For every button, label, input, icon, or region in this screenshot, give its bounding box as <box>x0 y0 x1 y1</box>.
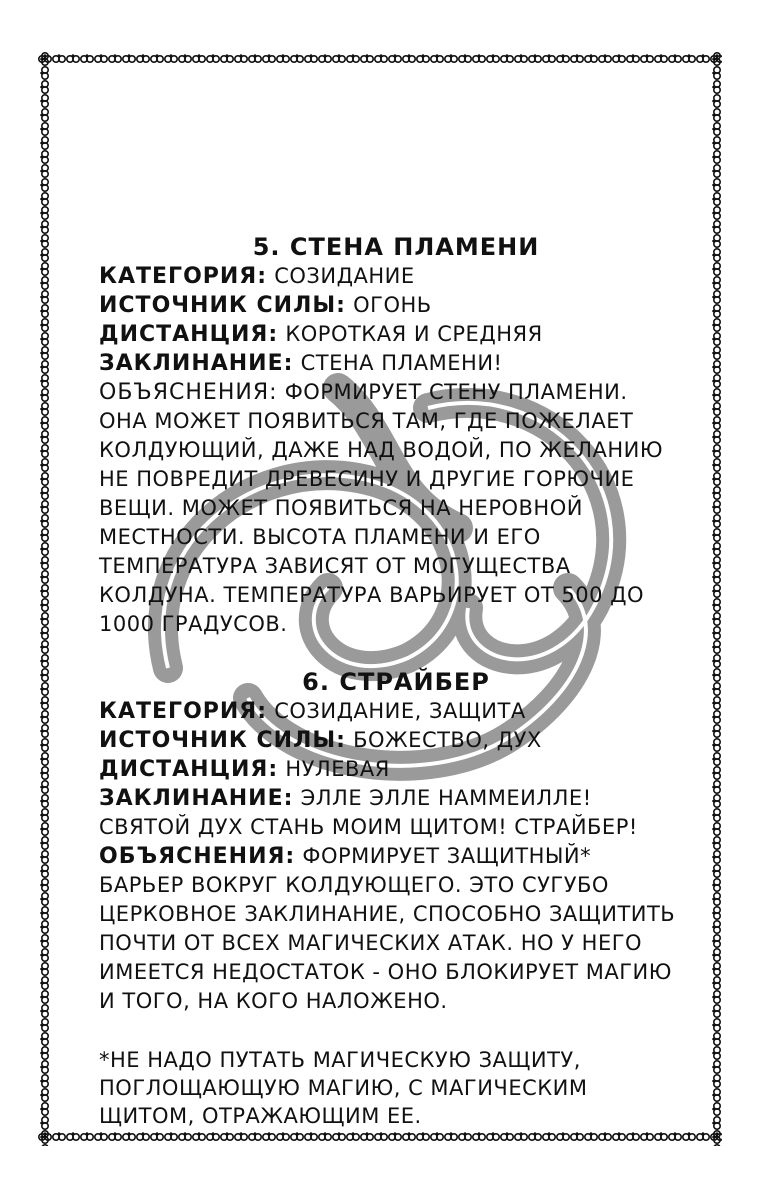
source-field <box>99 726 679 755</box>
distance-field <box>99 755 679 784</box>
distance-value: КОРОТКАЯ И СРЕДНЯЯ <box>278 322 543 346</box>
category-field <box>99 262 679 291</box>
source-label: ИСТОЧНИК СИЛЫ: <box>99 728 346 753</box>
category-label: КАТЕГОРИЯ: <box>99 264 268 289</box>
spell-value: СТЕНА ПЛАМЕНИ! <box>293 351 503 375</box>
section-title: 6. СТРАЙБЕР <box>302 668 490 696</box>
explanation-field <box>99 842 679 1016</box>
section-stena-plameni <box>99 232 679 639</box>
explanation-label: ОБЪЯСНЕНИЯ: <box>99 844 296 869</box>
source-field <box>99 291 679 320</box>
explanation-value: ФОРМИРУЕТ ЗАЩИТНЫЙ* БАРЬЕР ВОКРУГ КОЛДУЮЩЕГО. ЭТО СУГУБО ЦЕРКОВНОЕ ЗАКЛИНАНИЕ, СПОСОБНО ЗАЩИТИТЬ ПОЧТИ ОТ ВСЕХ МАГИЧЕСКИХ АТАК. НО У НЕГО ИМЕЕТСЯ НЕДОСТАТОК - ОНО БЛОКИРУЕТ МАГИЮ И ТОГО, НА КОГО НАЛОЖЕНО. <box>99 844 676 1013</box>
source-label: ИСТОЧНИК СИЛЫ: <box>99 293 346 318</box>
source-value: ОГОНЬ <box>345 293 432 317</box>
category-value: СОЗИДАНИЕ <box>267 264 415 288</box>
spell-field <box>99 784 679 842</box>
distance-value: НУЛЕВАЯ <box>278 757 390 781</box>
explanation-label: ОБЪЯСНЕНИЯ: <box>99 380 278 405</box>
section-title: 5. СТЕНА ПЛАМЕНИ <box>252 233 540 261</box>
spell-field <box>99 349 679 378</box>
footnote: *НЕ НАДО ПУТАТЬ МАГИЧЕСКУЮ ЗАЩИТУ, ПОГЛОЩАЮЩУЮ МАГИЮ, С МАГИЧЕСКИМ ЩИТОМ, ОТРАЖАЮЩИМ ЕЕ. <box>99 1048 588 1128</box>
page-text <box>99 232 679 1151</box>
section-gap <box>99 639 679 667</box>
category-value: СОЗИДАНИЕ, ЗАЩИТА <box>267 699 526 723</box>
spell-value: ЭЛЛЕ ЭЛЛЕ НАММЕИЛЛЕ! СВЯТОЙ ДУХ СТАНЬ МОИМ ЩИТОМ! СТРАЙБЕР! <box>99 786 638 839</box>
distance-label: ДИСТАНЦИЯ: <box>99 757 279 782</box>
source-value: БОЖЕСТВО, ДУХ <box>345 728 542 752</box>
spell-label: ЗАКЛИНАНИЕ: <box>99 786 294 811</box>
distance-field <box>99 320 679 349</box>
spell-label: ЗАКЛИНАНИЕ: <box>99 351 294 376</box>
distance-label: ДИСТАНЦИЯ: <box>99 322 279 347</box>
section-straiber <box>99 667 679 1016</box>
category-field <box>99 697 679 726</box>
explanation-field <box>99 378 679 639</box>
category-label: КАТЕГОРИЯ: <box>99 699 268 724</box>
explanation-value: ФОРМИРУЕТ СТЕНУ ПЛАМЕНИ. ОНА МОЖЕТ ПОЯВИТЬСЯ ТАМ, ГДЕ ПОЖЕЛАЕТ КОЛДУЮЩИЙ, ДАЖЕ НАД ВОДОЙ, ПО ЖЕЛАНИЮ НЕ ПОВРЕДИТ ДРЕВЕСИНУ И ДРУГИЕ ГОРЮЧИЕ ВЕЩИ. МОЖЕТ ПОЯВИТЬСЯ НА НЕРОВНОЙ МЕСТНОСТИ. ВЫСОТА ПЛАМЕНИ И ЕГО ТЕМПЕРАТУРА ЗАВИСЯТ ОТ МОГУЩЕСТВА КОЛДУНА. ТЕМПЕРАТУРА ВАРЬИРУЕТ ОТ 500 ДО 1000 ГРАДУСОВ. <box>99 380 664 636</box>
